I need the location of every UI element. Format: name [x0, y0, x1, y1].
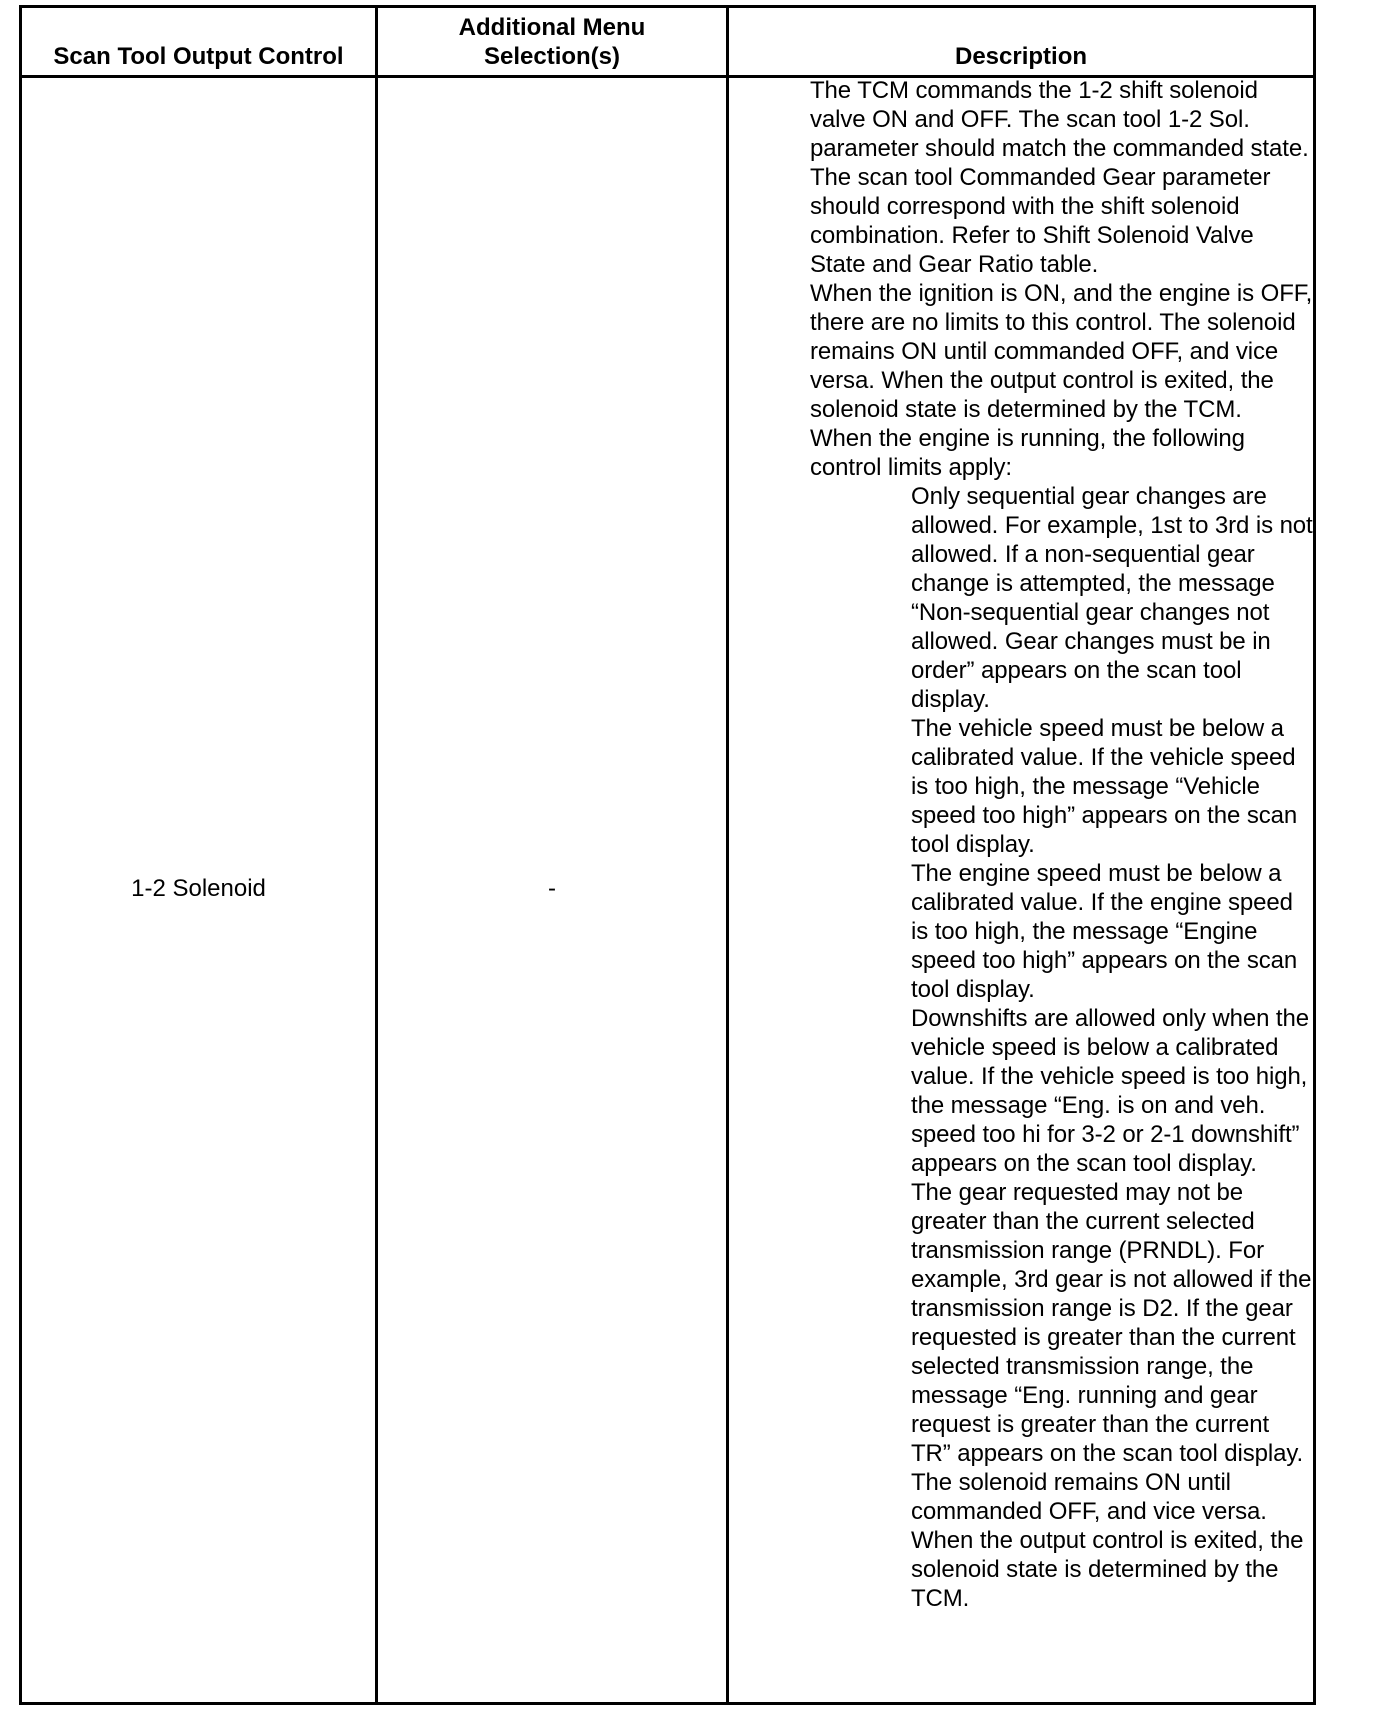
control-limit-item: The solenoid remains ON until commanded OFF, and vice versa. When the output control is exited, the solenoid state is determined by the TCM.	[911, 1469, 1304, 1612]
header-description	[729, 8, 1313, 75]
description-paragraph: When the ignition is ON, and the engine is OFF, there are no limits to this control. The solenoid remains ON until commanded OFF, and vice versa. When the output control is exited, the solenoid state is determined by the TCM.	[810, 280, 1313, 423]
control-limits-list	[810, 482, 1314, 1613]
cell-menu-selection: -	[548, 875, 556, 902]
header-menu-selection-label	[459, 13, 646, 71]
header-menu-line1: Additional Menu	[458, 14, 646, 41]
cell-description	[810, 76, 1314, 1613]
column-divider-1	[375, 8, 378, 1702]
header-description-label: Description	[954, 43, 1088, 70]
control-limit-item: Downshifts are allowed only when the vehicle speed is below a calibrated value. If the vehicle speed is too high, the message “Eng. is on and veh. speed too hi for 3-2 or 2-1 downshift” appears on the scan tool display.	[911, 1005, 1309, 1177]
control-limit-item: The vehicle speed must be below a calibrated value. If the vehicle speed is too high, the message “Vehicle speed too high” appears on the scan tool display.	[911, 715, 1298, 858]
description-paragraph: The TCM commands the 1-2 shift solenoid valve ON and OFF. The scan tool 1-2 Sol. parameter should match the commanded state. The scan tool Commanded Gear parameter should correspond with the shift solenoid combination. Refer to Shift Solenoid Valve State and Gear Ratio table.	[810, 77, 1309, 278]
description-paragraph: When the engine is running, the following control limits apply:	[810, 425, 1245, 481]
control-limit-item: The gear requested may not be greater than the current selected transmission range (PRNDL). For example, 3rd gear is not allowed if the transmission range is D2. If the gear requested is greater than the current selected transmission range, the message “Eng. running and gear request is greater than the current TR” appears on the scan tool display.	[911, 1179, 1312, 1467]
cell-output-control: 1-2 Solenoid	[131, 875, 266, 902]
control-limit-item: Only sequential gear changes are allowed. For example, 1st to 3rd is not allowed. If a non-sequential gear change is attempted, the message “Non-sequential gear changes not allowed. Gear changes must be in order” appears on the scan tool display.	[911, 483, 1313, 713]
column-divider-2	[726, 8, 729, 1702]
header-menu-selection	[378, 8, 726, 75]
header-output-control	[22, 8, 375, 75]
header-menu-line2: Selection(s)	[483, 43, 621, 70]
header-output-control-label: Scan Tool Output Control	[53, 43, 344, 70]
control-limit-item: The engine speed must be below a calibrated value. If the engine speed is too high, the message “Engine speed too high” appears on the scan tool display.	[911, 860, 1298, 1003]
